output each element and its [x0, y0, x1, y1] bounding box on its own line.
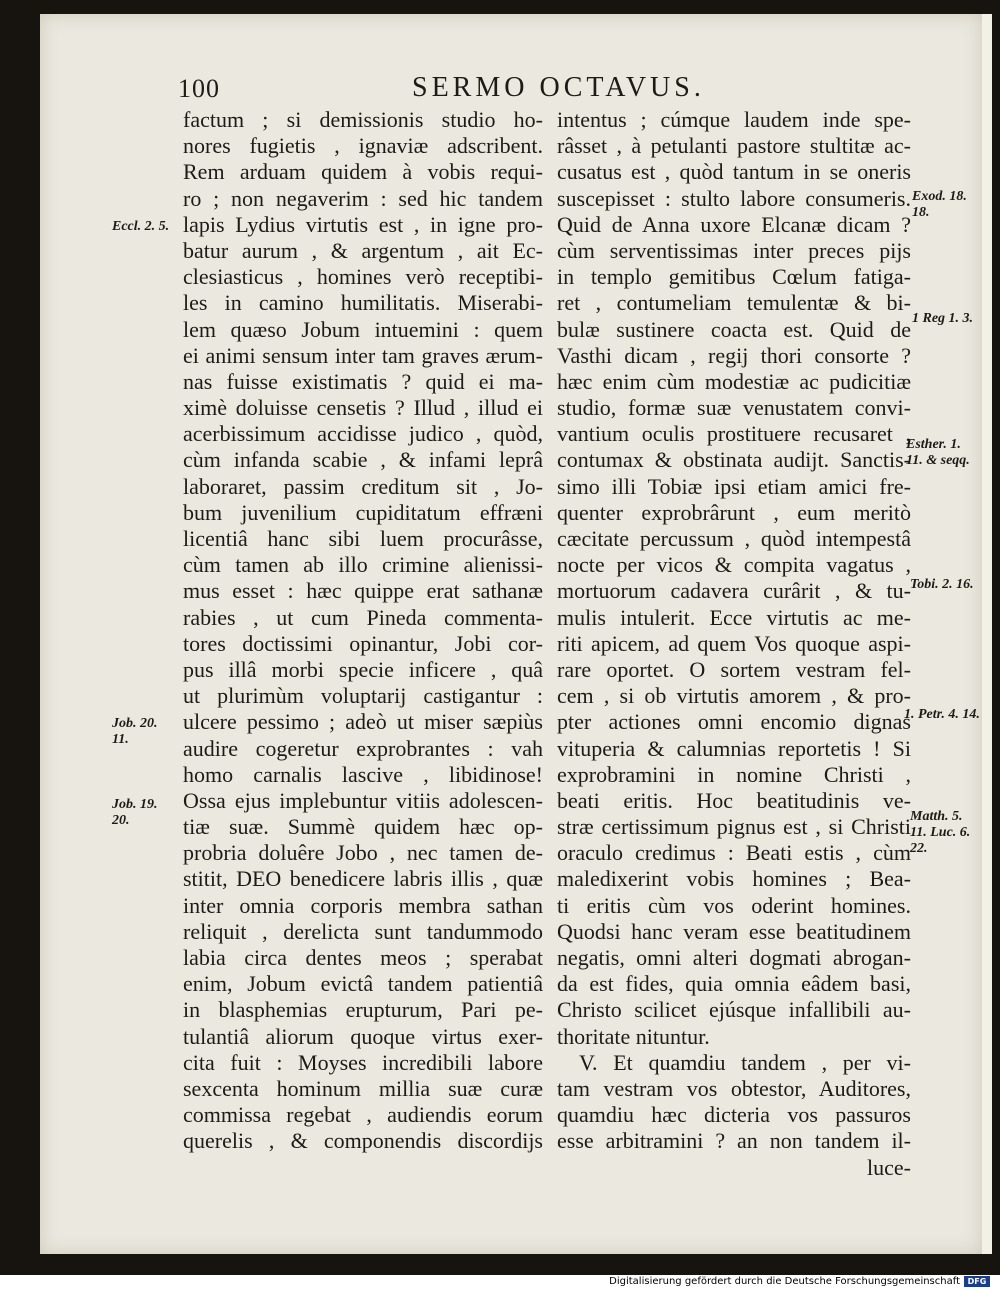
left-text-column — [183, 107, 543, 1155]
text-line: lem quæso Jobum intuemini : quem — [183, 316, 543, 342]
text-line: quamdiu hæc dicteria vos passuros — [557, 1102, 911, 1128]
text-line: bulæ sustinere coacta est. Quid de — [557, 316, 911, 342]
text-line: tam vestram vos obtestor, Auditores, — [557, 1075, 911, 1101]
margin-note: Job. 19. 20. — [112, 797, 158, 828]
right-text-column — [557, 107, 911, 1181]
text-line: sexcenta hominum millia suæ curæ — [183, 1075, 543, 1101]
text-line: esse arbitramini ? an non tandem il- — [557, 1128, 911, 1154]
text-line: oraculo credimus : Beati estis , cùm — [557, 840, 911, 866]
text-line: pus illâ morbi specie inficere , quâ — [183, 656, 543, 682]
text-line: maledixerint vobis homines ; Bea- — [557, 866, 911, 892]
text-line: labia circa dentes meos ; sperabat — [183, 945, 543, 970]
margin-note: 1 Reg 1. 3. — [912, 311, 974, 326]
text-line: cùm infanda scabie , & infami leprâ — [183, 447, 543, 473]
text-line: simo illi Tobiæ ipsi etiam amici fre- — [557, 473, 911, 499]
text-line: Rem arduam quidem à vobis requi- — [183, 159, 543, 185]
text-line: probria doluêre Jobo , nec tamen de- — [183, 840, 543, 866]
text-line: tulantiâ aliorum quoque virtus exer- — [183, 1023, 543, 1049]
text-line: tiæ suæ. Summè quidem hæc op- — [183, 814, 543, 840]
text-line: inter omnia corporis membra sathan — [183, 892, 543, 918]
text-line: tores doctissimi opinantur, Jobi cor- — [183, 630, 543, 656]
margin-note: Esther. 1. 11. & seqq. — [906, 437, 970, 468]
text-line: negatis, omni alteri dogmati abrogan- — [557, 945, 911, 970]
text-line: ut plurimùm voluptarij castigantur : — [183, 683, 543, 709]
text-line: mus esset : hæc quippe erat sathanæ — [183, 578, 543, 604]
text-line: Quodsi hanc veram esse beatitudinem — [557, 918, 911, 944]
text-line: rare oportet. O sortem vestram fel- — [557, 656, 911, 682]
text-line: rabies , ut cum Pineda commenta- — [183, 604, 543, 630]
text-line: nores fugietis , ignaviæ adscribent. — [183, 133, 543, 159]
text-line: lapis Lydius virtutis est , in igne pro- — [183, 211, 543, 237]
text-line: enim, Jobum evictâ tandem patientiâ — [183, 971, 543, 997]
text-line: in templo gemitibus Cœlum fatiga- — [557, 264, 911, 290]
text-line: luce- — [867, 1154, 911, 1180]
text-line: ei animi sensum inter tam graves ærum- — [183, 342, 543, 368]
text-line: cùm tamen ab illo crimine alienissi- — [183, 552, 543, 578]
text-line: commissa regebat , audiendis eorum — [183, 1102, 543, 1128]
text-line: studio, formæ suæ venustatem convi- — [557, 395, 911, 421]
text-line: acerbissimum accidisse judico , quòd, — [183, 421, 543, 447]
text-line: hæc enim cùm modestiæ ac pudicitiæ — [557, 368, 911, 394]
text-line: homo carnalis lascive , libidinose! — [183, 761, 543, 787]
text-line: vituperia & calumnias reportetis ! Si — [557, 735, 911, 761]
margin-note: 1. Petr. 4. 14. — [904, 707, 980, 722]
text-line: ret , contumeliam temulentæ & bi- — [557, 290, 911, 316]
text-line: Christo scilicet ejúsque infallibili au- — [557, 997, 911, 1023]
text-line: V. Et quamdiu tandem , per vi- — [579, 1049, 911, 1075]
text-line: Quid de Anna uxore Elcanæ dicam ? — [557, 211, 911, 237]
text-line: intentus ; cúmque laudem inde spe- — [557, 107, 911, 132]
margin-note: Exod. 18. 18. — [912, 189, 967, 220]
margin-note: Matth. 5. 11. Luc. 6. 22. — [910, 809, 971, 856]
text-line: cusatus est , quòd tantum in se oneris — [557, 159, 911, 185]
dfg-logo: DFG — [964, 1276, 990, 1287]
text-line: stræ certissimum pignus est , si Christi — [557, 814, 911, 840]
text-line: cita fuit : Moyses incredibili labore — [183, 1049, 543, 1075]
text-line: reliquit , derelicta sunt tandummodo — [183, 918, 543, 944]
text-line: mulis intulerit. Ecce virtutis ac me- — [557, 604, 911, 630]
text-line: da est fides, quia omnia eâdem basi, — [557, 971, 911, 997]
margin-note: Tobi. 2. 16. — [910, 577, 974, 592]
text-line: exprobramini in nomine Christi , — [557, 761, 911, 787]
page-edge — [982, 14, 992, 1254]
text-line: vantium oculis prostituere recusaret , — [557, 421, 911, 447]
text-line: ti eritis cùm vos oderint homines. — [557, 892, 911, 918]
text-line: clesiasticus , homines verò receptibi- — [183, 264, 543, 290]
text-line: Ossa ejus implebuntur vitiis adolescen- — [183, 787, 543, 813]
running-title: SERMO OCTAVUS. — [412, 72, 705, 103]
text-line: ulcere pessimo ; adeò ut miser sæpiùs — [183, 709, 543, 735]
text-line: cùm serventissimas inter preces pijs — [557, 237, 911, 263]
text-line: ximè doluisse censetis ? Illud , illud ei — [183, 395, 543, 421]
footer-bar — [0, 1275, 1000, 1289]
text-line: querelis , & componendis discordijs — [183, 1128, 543, 1154]
text-line: les in camino humilitatis. Miserabi- — [183, 290, 543, 316]
text-line: nocte per vicos & compita vagatus , — [557, 552, 911, 578]
text-line: factum ; si demissionis studio ho- — [183, 107, 543, 132]
footer-credit: Digitalisierung gefördert durch die Deutsche Forschungsgemeinschaft — [609, 1276, 960, 1287]
text-line: beati eritis. Hoc beatitudinis ve- — [557, 787, 911, 813]
text-line: mortuorum cadavera curârit , & tu- — [557, 578, 911, 604]
text-line: batur aurum , & argentum , ait Ec- — [183, 237, 543, 263]
margin-note: Eccl. 2. 5. — [112, 219, 170, 234]
page-header — [40, 72, 982, 106]
text-line: pter actiones omni encomio dignas — [557, 709, 911, 735]
text-line: licentiâ hanc sibi luem procurâsse, — [183, 526, 543, 551]
text-line: suscepisset : stulto labore consumeris. — [557, 185, 911, 211]
book-page — [40, 14, 982, 1254]
margin-note: Job. 20. 11. — [112, 716, 158, 747]
text-line: stitit, DEO benedicere labris illis , quæ — [183, 866, 543, 892]
text-line: riti apicem, ad quem Vos quoque aspi- — [557, 630, 911, 656]
text-line: ro ; non negaverim : sed hic tandem — [183, 185, 543, 211]
text-line: laboraret, passim creditum sit , Jo- — [183, 473, 543, 499]
text-line: râsset , à petulanti pastore stultitæ ac- — [557, 133, 911, 159]
text-line: in blasphemias erupturum, Pari pe- — [183, 997, 543, 1023]
text-line: Vasthi dicam , regij thori consorte ? — [557, 342, 911, 368]
text-line: nas fuisse existimatis ? quid ei ma- — [183, 368, 543, 394]
text-line: cem , si ob virtutis amorem , & pro- — [557, 683, 911, 709]
text-line: cæcitate percussum , quòd intempestâ — [557, 526, 911, 551]
text-line: thoritate nituntur. — [557, 1023, 710, 1049]
page-number: 100 — [178, 74, 220, 103]
text-line: bum juvenilium cupiditatum effræni — [183, 499, 543, 525]
text-line: audire cogeretur exprobrantes : vah — [183, 735, 543, 761]
text-line: quenter exprobrârunt , eum meritò — [557, 499, 911, 525]
text-line: contumax & obstinata audijt. Sanctis- — [557, 447, 911, 473]
